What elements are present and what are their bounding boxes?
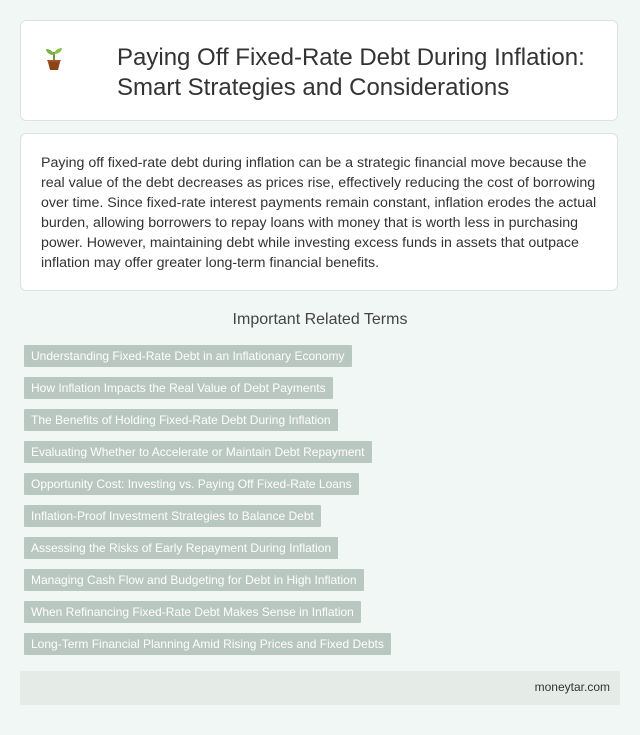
related-term-link[interactable]: Assessing the Risks of Early Repayment During Inflation	[24, 537, 338, 559]
related-terms-heading: Important Related Terms	[232, 311, 408, 328]
related-term-link[interactable]: Inflation-Proof Investment Strategies to Balance Debt	[24, 505, 321, 527]
related-term-link[interactable]: Managing Cash Flow and Budgeting for Debt in High Inflation	[24, 569, 364, 591]
header-card	[20, 20, 618, 121]
summary-card	[20, 133, 618, 291]
related-term-link[interactable]: When Refinancing Fixed-Rate Debt Makes Sense in Inflation	[24, 601, 361, 623]
title-wrap	[21, 43, 619, 103]
related-term-link[interactable]: Long-Term Financial Planning Amid Rising Prices and Fixed Debts	[24, 633, 391, 655]
related-term-link[interactable]: Evaluating Whether to Accelerate or Maintain Debt Repayment	[24, 441, 372, 463]
page-title: Paying Off Fixed-Rate Debt During Inflation: Smart Strategies and Considerations	[117, 44, 585, 101]
footer-site-link[interactable]: moneytar.com	[534, 680, 610, 694]
related-term-link[interactable]: The Benefits of Holding Fixed-Rate Debt During Inflation	[24, 409, 338, 431]
related-term-link[interactable]: Opportunity Cost: Investing vs. Paying Off Fixed-Rate Loans	[24, 473, 359, 495]
related-terms-list	[24, 345, 391, 665]
related-term-link[interactable]: How Inflation Impacts the Real Value of Debt Payments	[24, 377, 333, 399]
related-term-link[interactable]: Understanding Fixed-Rate Debt in an Inflationary Economy	[24, 345, 352, 367]
summary-text: Paying off fixed-rate debt during inflation can be a strategic financial move because the real value of the debt decreases as prices rise, effectively reducing the cost of borrowing over time. Since fixed-rate interest payments remain constant, inflation erodes the actual burden, allowing borrowers to repay loans with money that is worth less in purchasing power. However, maintaining debt while investing excess funds in assets that outpace inflation may offer greater long-term financial benefits.	[41, 155, 597, 271]
footer	[20, 671, 620, 705]
